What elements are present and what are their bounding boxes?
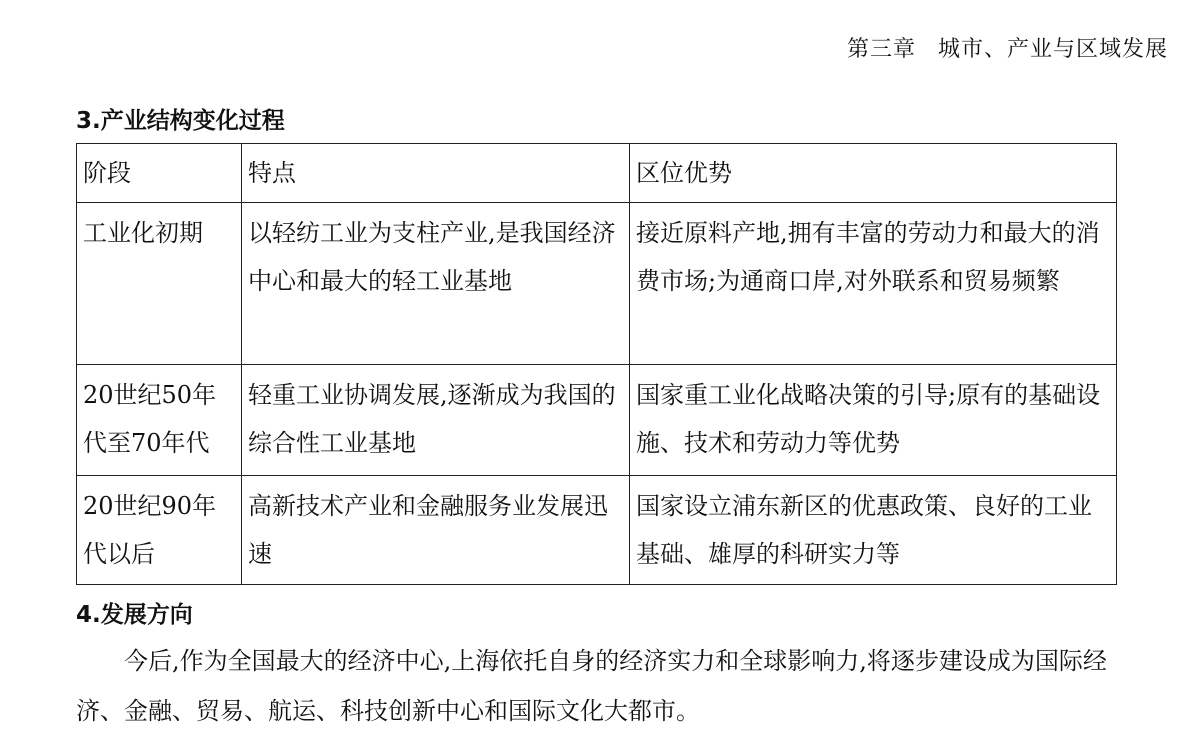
advantage-cell: 国家设立浦东新区的优惠政策、良好的工业基础、雄厚的科研实力等 bbox=[630, 476, 1117, 585]
section-heading-development-direction: 4.发展方向 bbox=[76, 602, 193, 628]
stage-cell: 20世纪50年代至70年代 bbox=[77, 365, 242, 476]
chapter-number: 第三章 bbox=[846, 37, 916, 62]
section-heading-industrial-structure: 3.产业结构变化过程 bbox=[76, 108, 285, 134]
stage-cell: 工业化初期 bbox=[77, 203, 242, 365]
advantage-cell: 国家重工业化战略决策的引导;原有的基础设施、技术和劳动力等优势 bbox=[630, 365, 1117, 476]
feature-cell: 高新技术产业和金融服务业发展迅速 bbox=[242, 476, 630, 585]
feature-cell: 以轻纺工业为支柱产业,是我国经济中心和最大的轻工业基地 bbox=[242, 203, 630, 365]
table-header-row bbox=[77, 144, 1117, 203]
industry-stage-table bbox=[76, 143, 1117, 585]
development-direction-paragraph: 今后,作为全国最大的经济中心,上海依托自身的经济实力和全球影响力,将逐步建设成为国际经济、金融、贸易、航运、科技创新中心和国际文化大都市。 bbox=[76, 647, 1107, 725]
column-header-stage: 阶段 bbox=[77, 144, 242, 203]
feature-cell: 轻重工业协调发展,逐渐成为我国的综合性工业基地 bbox=[242, 365, 630, 476]
chapter-title: 城市、产业与区域发展 bbox=[937, 37, 1168, 62]
table-row bbox=[77, 476, 1117, 585]
column-header-feature: 特点 bbox=[242, 144, 630, 203]
table-row bbox=[77, 203, 1117, 365]
column-header-advantage: 区位优势 bbox=[630, 144, 1117, 203]
advantage-cell: 接近原料产地,拥有丰富的劳动力和最大的消费市场;为通商口岸,对外联系和贸易频繁 bbox=[630, 203, 1117, 365]
running-header bbox=[847, 32, 1168, 63]
table-row bbox=[77, 365, 1117, 476]
stage-cell: 20世纪90年代以后 bbox=[77, 476, 242, 585]
